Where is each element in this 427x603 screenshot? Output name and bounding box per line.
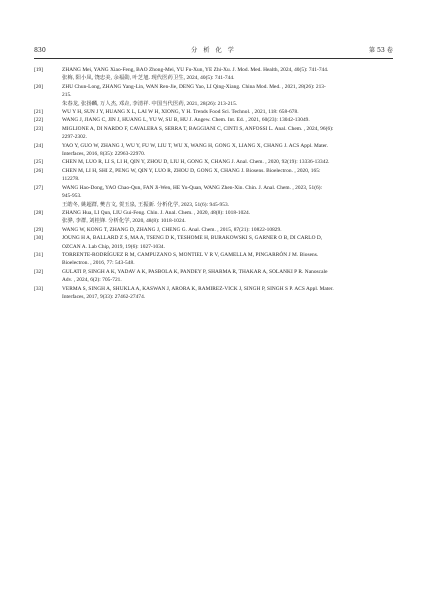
reference-text-line: 215.	[62, 92, 72, 99]
reference-text-line: WANG J, JIANG C, JIN J, HUANG L, YU W, SU B, HU J. Angew. Chem. Int. Ed. , 2021, 60(23): 13042-13049.	[62, 117, 310, 124]
reference-list	[34, 66, 393, 301]
reference-item	[34, 125, 393, 142]
reference-text-line: Interfaces, 2017, 9(33): 27462-27474.	[62, 293, 146, 300]
reference-number: [24]	[34, 142, 44, 149]
reference-text-line: Adv. , 2024, 6(2): 705-721.	[62, 277, 122, 284]
reference-number: [19]	[34, 67, 44, 73]
reference-text-line: 朱春龙, 张扬麟, 万人杰, 邓垚, 李清祥. 中国当代医药, 2021, 28(26): 213-215.	[62, 100, 238, 107]
reference-number: [28]	[34, 209, 44, 216]
reference-item	[34, 158, 393, 166]
page-number: 830	[34, 47, 46, 54]
reference-item	[34, 234, 393, 251]
reference-text-line: CHEN M, LUO R, LI S, LI H, QIN Y, ZHOU D, LIU H, GONG X, CHANG J. Anal. Chem. , 2020, 92(19): 13336-13342.	[62, 159, 330, 166]
page-header	[34, 45, 393, 57]
reference-item	[34, 184, 393, 209]
reference-number: [25]	[34, 159, 44, 166]
reference-item	[34, 108, 393, 116]
reference-text-line: 王皓冬, 姚超群, 樊吉文, 贺玉泉, 王振新. 分析化学, 2023, 51(6): 945-953.	[62, 201, 230, 208]
reference-text-line: ZHANG Hua, LI Qun, LIU Gui-Feng. Chin. J. Anal. Chem. , 2020, 48(8): 1018-1024.	[62, 209, 251, 216]
reference-text-line: TORRENTE-RODRÍGUEZ R M, CAMPUZANO S, MONTIEL V R V, GAMELLA M, PINGARRÓN J M. Biosens.	[62, 251, 319, 258]
reference-item	[34, 142, 393, 159]
reference-text-line: 2297-2302.	[62, 134, 87, 141]
volume-label: 第 53 卷	[368, 47, 393, 54]
reference-number: [33]	[34, 285, 44, 292]
reference-number: [32]	[34, 268, 44, 275]
reference-text-line: WANG Hao-Dong, YAO Chao-Qun, FAN Ji-Wen, HE Yu-Quan, WANG Zhen-Xin. Chin. J. Anal. Chem. , 2023, 51(6):	[62, 184, 323, 191]
reference-item	[34, 66, 393, 83]
reference-number: [30]	[34, 235, 44, 242]
reference-number: [29]	[34, 226, 44, 233]
reference-text-line: JOUNG H A, BALLARD Z S, MA A, TSENG D K, TESHOME H, BURAKOWSKI S, GARNER O B, DI CARLO D,	[62, 235, 323, 242]
reference-text-line: 945-953.	[62, 193, 82, 200]
reference-number: [23]	[34, 125, 44, 132]
reference-item	[34, 209, 393, 226]
reference-item	[34, 116, 393, 124]
journal-title: 分 析 化 学	[191, 47, 236, 54]
reference-text-line: ZHU Chun-Long, ZHANG Yang-Lin, WAN Ren-Jie, DENG Yao, LI Qing-Xiang. China Mod. Med. , 2021, 28(26): 213-	[62, 83, 326, 90]
reference-number: [26]	[34, 167, 44, 174]
reference-text-line: 张骅, 李群, 刘桂锋. 分析化学, 2020, 48(8): 1018-1024.	[62, 218, 186, 225]
reference-item	[34, 268, 393, 285]
reference-text-line: VERMA S, SINGH A, SHUKLA A, KASWAN J, ARORA K, RAMIREZ-VICK J, SINGH P, SINGH S P. ACS Appl. Mater.	[62, 285, 334, 292]
reference-text-line: OZCAN A. Lab Chip, 2019, 19(6): 1027-1034.	[62, 243, 166, 250]
reference-number: [22]	[34, 117, 44, 124]
reference-item	[34, 251, 393, 268]
reference-text-line: Interfaces, 2016, 8(35): 22963-22970.	[62, 151, 146, 158]
reference-item	[34, 167, 393, 184]
reference-text-line: Bioelectron. , 2016, 77: 543-548.	[62, 260, 135, 267]
reference-text-line: WANG W, KONG T, ZHANG D, ZHANG J, CHENG G. Anal. Chem. , 2015, 87(21): 10822-10829.	[62, 226, 282, 233]
reference-text-line: 112278.	[62, 176, 80, 183]
header-rule	[34, 58, 393, 59]
reference-item	[34, 83, 393, 108]
reference-text-line: WU Y H, SUN J Y, HUANG X L, LAI W H, XIONG, Y H. Trends Food Sci. Technol. , 2021, 118: 658-678.	[62, 109, 299, 116]
reference-number: [20]	[34, 83, 44, 90]
reference-text-line: CHEN M, LI H, SHI Z, PENG W, QIN Y, LUO R, ZHOU D, GONG X, CHANG J. Biosens. Bioelectron. , 2020, 165:	[62, 167, 321, 174]
reference-number: [31]	[34, 251, 44, 258]
reference-text-line: GULATI P, SINGH A K, YADAV A K, PASBOLA K, PANDEY P, SHARMA R, THAKAR A, SOLANKI P R. Nanoscale	[62, 268, 328, 275]
reference-text-line: ZHANG Mei, YANG Xiao-Feng, BAO Zhong-Mei, YU Fu-Xun, YE Zhi-Xu. J. Mod. Med. Health, 2024, 40(5): 741-744.	[62, 67, 329, 73]
reference-number: [27]	[34, 184, 44, 191]
reference-text-line: YAO Y, GUO W, ZHANG J, WU Y, FU W, LIU T, WU X, WANG H, GONG X, LIANG X, CHANG J. ACS Appl. Mater.	[62, 142, 329, 149]
reference-item	[34, 285, 393, 302]
reference-item	[34, 226, 393, 234]
reference-number: [21]	[34, 109, 44, 116]
reference-text-line: MIGLIONE A, DI NARDO F, CAVALERA S, SERRA T, BAGGIANI C, CINTI S, ANFOSSI L. Anal. Chem. , 2024, 96(6):	[62, 125, 334, 132]
reference-text-line: 张梅, 阳小凤, 饶忠美, 余福勋, 叶芝旭. 现代医药卫生, 2024, 40(5): 741-744.	[62, 75, 235, 82]
